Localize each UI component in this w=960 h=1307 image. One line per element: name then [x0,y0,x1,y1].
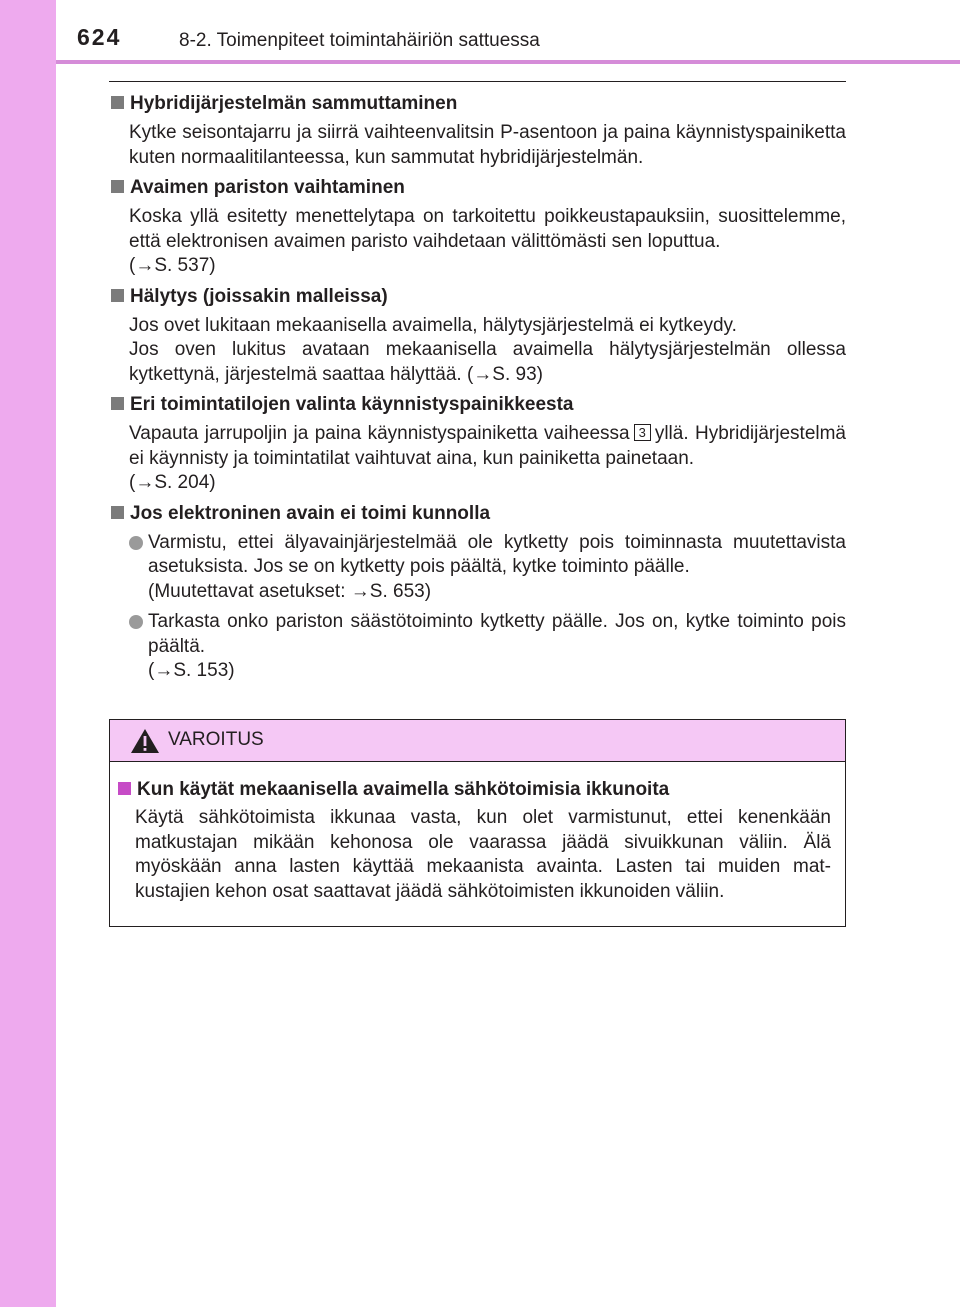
page-reference: (Muutettavat asetukset: →S. 653) [148,580,432,602]
square-bullet-icon [118,782,131,795]
warning-text: Käytä sähkötoimista ikkunaa vasta, kun olet varmistunut, ettei kenenkään matkustajan mikään kehonosa ole vaarassa jäädä sivuikkunan väliin. Älä myöskään anna lasten käyttää mekaanista avainta. Lasten tai muiden matkustajien kehon osat saattavat jäädä sähkötoimisten ikkunoiden väliin. [135,807,831,902]
section-text [129,314,846,388]
warning-body [110,762,845,904]
heading-text: Hälytys (joissakin malleissa) [130,285,388,307]
page-reference: (→S. 204) [129,472,216,493]
step-number-box: 3 [634,424,651,441]
warning-heading-text: Kun käytät mekaanisella avaimella sähkötoimisia ikkunoita [137,779,670,800]
square-bullet-icon [111,180,124,193]
heading-text: Hybridijärjestelmän sammuttaminen [130,93,458,114]
warning-heading [116,778,831,802]
square-bullet-icon [111,96,124,109]
warning-triangle-icon [130,728,160,754]
square-bullet-icon [111,506,124,519]
heading-text: Eri toimintatilojen valinta käynnistyspainikkeesta [130,394,574,415]
section-heading [109,92,846,116]
circle-bullet-icon [129,536,143,550]
warning-box [109,719,846,927]
section-heading [109,502,846,526]
section-title: 8-2. Toimenpiteet toimintahäiriön sattuessa [179,30,540,51]
section-key-malfunction [109,502,846,684]
list-item-body: Tarkasta onko pariston säästötoiminto kytketty päälle. Jos on, kytke toiminto pois päältä. [148,611,846,657]
square-bullet-icon [111,289,124,302]
list-item-text [148,610,846,684]
section-text-line2: Jos oven lukitus avataan mekaanisella avaimella hälytysjärjestelmän ollessa kytkettynä, järjestelmä saattaa hälyttää. (→S. 93) [129,339,846,385]
page-number: 624 [77,24,122,50]
main-content [109,92,846,690]
header-rule [56,60,960,64]
list-item [129,610,846,684]
page-reference: (→S. 153) [148,660,235,681]
content-top-rule [109,81,846,82]
section-text: Kytke seisontajarru ja siirrä vaihteenvalitsin P-asentoon ja paina käynnistyspainiketta kuten normaalitilanteessa, kun sammutat hybridijärjestelmän. [129,122,846,168]
section-text-line1: Jos ovet lukitaan mekaanisella avaimella, hälytysjärjestelmä ei kytkeydy. [129,314,737,336]
heading-text: Jos elektroninen avain ei toimi kunnolla [130,502,491,524]
warning-title: VAROITUS [168,729,264,750]
page-reference: (→S. 537) [129,255,216,276]
section-heading [109,285,846,309]
section-text-body: Koska yllä esitetty menettelytapa on tarkoitettu poikkeustapauksiin, suosittelemme, että elektronisen avaimen paristo vaihdetaan välittömästi sen loputtua. [129,206,846,252]
section-text-before: Vapauta jarrupoljin ja paina käynnistyspainiketta vaiheessa [129,423,630,444]
section-heading [109,176,846,200]
section-mode-selection [109,393,846,496]
section-heading [109,393,846,417]
warning-header [110,720,845,762]
list-item-body: Varmistu, ettei älyavainjärjestelmää ole kytketty pois toiminnasta muutettavista asetuksista. Jos se on kytketty pois päältä, kytke toiminto päälle. [148,531,846,577]
section-text [129,205,846,279]
list-item [129,531,846,605]
side-color-band [0,0,56,1307]
section-battery-replacement [109,176,846,279]
section-text-after: yllä. Hybridijärjestelmä ei käynnisty ja toimintatilat vaihtuvat aina, kun painiketta painetaan. [129,423,846,469]
circle-bullet-icon [129,615,143,629]
square-bullet-icon [111,397,124,410]
heading-text: Avaimen pariston vaihtaminen [130,177,405,198]
section-alarm [109,285,846,388]
section-hybrid-shutdown [109,92,846,170]
section-text [129,422,846,496]
list-item-text [148,531,846,605]
